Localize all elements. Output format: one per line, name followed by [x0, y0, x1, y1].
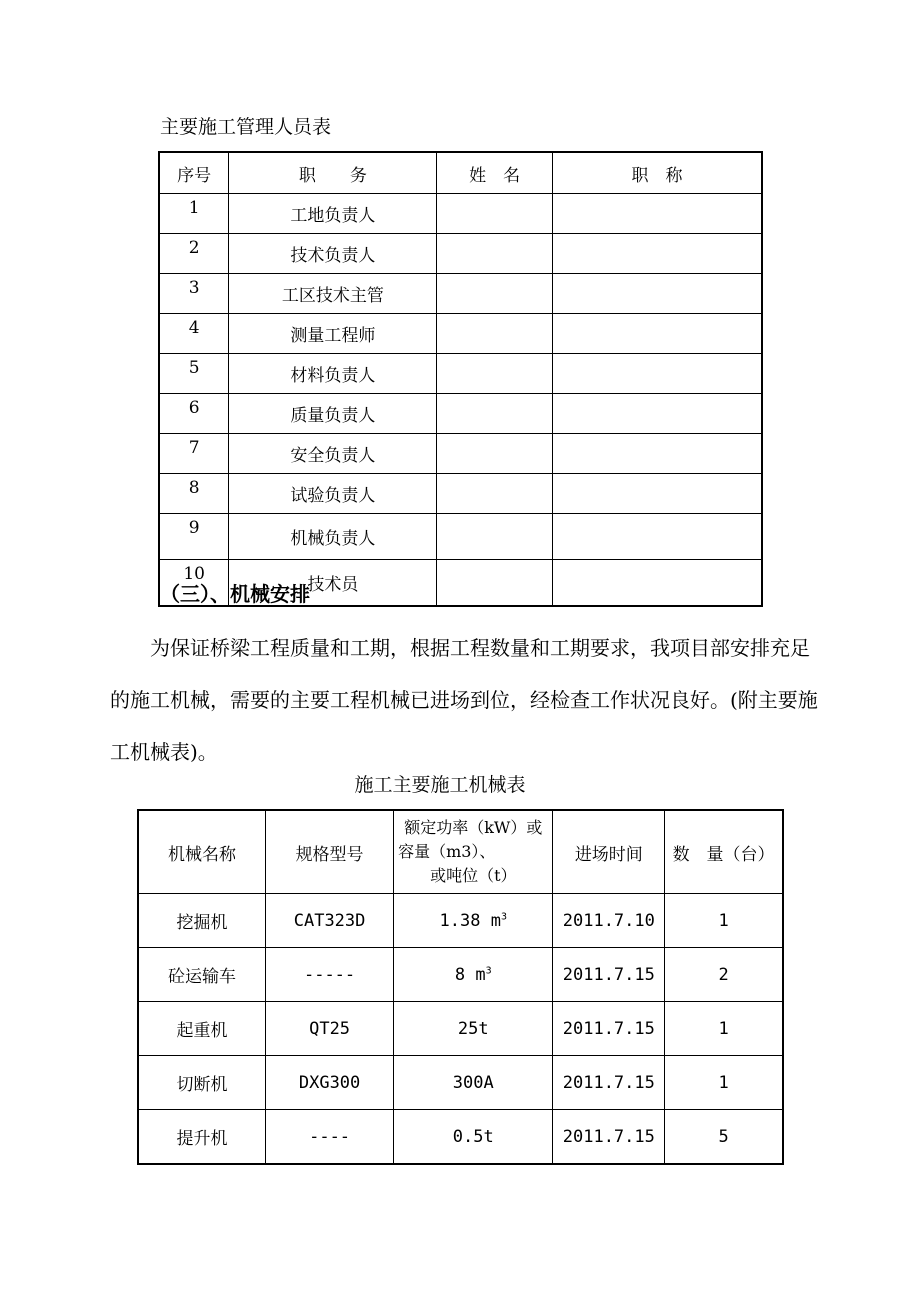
staff-table — [158, 151, 763, 607]
cell-name — [437, 514, 553, 560]
cell-title — [552, 234, 762, 274]
header-capacity-line3: 或吨位（t） — [430, 866, 517, 885]
header-capacity-line1: 额定功率（kW）或 — [404, 818, 543, 837]
cell-seq: 9 — [159, 514, 229, 560]
cell-title — [552, 474, 762, 514]
cell-model: ---- — [266, 1110, 394, 1165]
cell-seq: 1 — [159, 194, 229, 234]
cell-position: 安全负责人 — [229, 434, 437, 474]
cell-machine-name: 提升机 — [138, 1110, 266, 1165]
table-row — [159, 514, 762, 560]
cell-seq: 7 — [159, 434, 229, 474]
capacity-value: 25t — [457, 1018, 489, 1039]
cell-machine-name: 挖掘机 — [138, 894, 266, 948]
capacity-value: 300A — [452, 1072, 494, 1093]
cell-position: 工区技术主管 — [229, 274, 437, 314]
cell-position: 技术负责人 — [229, 234, 437, 274]
table-row — [138, 1002, 783, 1056]
capacity-value: 0.5t — [452, 1126, 494, 1147]
header-name: 姓 名 — [437, 152, 553, 194]
table-row — [159, 314, 762, 354]
section-paragraph — [110, 622, 820, 778]
cell-title — [552, 394, 762, 434]
cell-position: 质量负责人 — [229, 394, 437, 434]
cell-model: DXG300 — [266, 1056, 394, 1110]
cell-entry-date: 2011.7.15 — [553, 948, 665, 1002]
cell-position: 材料负责人 — [229, 354, 437, 394]
cell-seq: 3 — [159, 274, 229, 314]
capacity-value: 8 m — [454, 964, 486, 985]
header-capacity-line2: 容量（m3）、 — [398, 842, 496, 861]
cell-machine-name: 切断机 — [138, 1056, 266, 1110]
table-row — [159, 474, 762, 514]
table-row — [159, 274, 762, 314]
cell-seq: 8 — [159, 474, 229, 514]
cell-name — [437, 434, 553, 474]
cell-capacity — [394, 948, 553, 1002]
cell-model: QT25 — [266, 1002, 394, 1056]
cell-name — [437, 234, 553, 274]
table-row — [159, 434, 762, 474]
table-row — [159, 234, 762, 274]
cell-name — [437, 474, 553, 514]
cell-position: 机械负责人 — [229, 514, 437, 560]
cell-position: 工地负责人 — [229, 194, 437, 234]
capacity-superscript: 3 — [485, 964, 492, 976]
cell-capacity — [394, 894, 553, 948]
header-capacity — [394, 810, 553, 894]
cell-capacity — [394, 1002, 553, 1056]
cell-name — [437, 194, 553, 234]
header-title: 职 称 — [552, 152, 762, 194]
paragraph-text: 为保证桥梁工程质量和工期，根据工程数量和工期要求，我项目部安排充足的施工机械，需要的主要工程机械已进场到位，经检查工作状况良好。(附主要施工机械表)。 — [110, 636, 818, 764]
cell-capacity — [394, 1110, 553, 1165]
cell-capacity — [394, 1056, 553, 1110]
header-entry-date: 进场时间 — [553, 810, 665, 894]
table-header-row — [159, 152, 762, 194]
cell-seq: 6 — [159, 394, 229, 434]
cell-title — [552, 514, 762, 560]
machine-table-title: 施工主要施工机械表 — [354, 774, 526, 796]
table-row — [159, 194, 762, 234]
cell-name — [437, 354, 553, 394]
cell-count: 2 — [665, 948, 783, 1002]
cell-title — [552, 560, 762, 607]
cell-machine-name: 砼运输车 — [138, 948, 266, 1002]
section-heading: （三）、机械安排 — [160, 582, 310, 606]
table-row — [138, 948, 783, 1002]
header-model: 规格型号 — [266, 810, 394, 894]
cell-count: 5 — [665, 1110, 783, 1165]
cell-position: 技术员 — [229, 560, 437, 607]
cell-entry-date: 2011.7.15 — [553, 1002, 665, 1056]
cell-title — [552, 194, 762, 234]
cell-seq: 5 — [159, 354, 229, 394]
table-row — [138, 1056, 783, 1110]
cell-title — [552, 274, 762, 314]
cell-entry-date: 2011.7.15 — [553, 1110, 665, 1165]
staff-table-title: 主要施工管理人员表 — [160, 116, 332, 138]
capacity-value: 1.38 m — [439, 910, 501, 931]
cell-name — [437, 274, 553, 314]
cell-name — [437, 314, 553, 354]
cell-name — [437, 560, 553, 607]
header-machine-name: 机械名称 — [138, 810, 266, 894]
cell-seq: 4 — [159, 314, 229, 354]
header-seq: 序号 — [159, 152, 229, 194]
cell-seq: 2 — [159, 234, 229, 274]
capacity-superscript: 3 — [500, 910, 507, 922]
cell-title — [552, 314, 762, 354]
cell-title — [552, 354, 762, 394]
cell-entry-date: 2011.7.10 — [553, 894, 665, 948]
machine-table — [137, 809, 784, 1165]
table-row — [159, 354, 762, 394]
table-row — [138, 894, 783, 948]
cell-seq: 10 — [159, 560, 229, 607]
cell-name — [437, 394, 553, 434]
cell-count: 1 — [665, 894, 783, 948]
cell-model: ----- — [266, 948, 394, 1002]
cell-count: 1 — [665, 1056, 783, 1110]
header-position: 职 务 — [229, 152, 437, 194]
cell-model: CAT323D — [266, 894, 394, 948]
cell-position: 试验负责人 — [229, 474, 437, 514]
table-header-row — [138, 810, 783, 894]
table-row — [138, 1110, 783, 1165]
table-row — [159, 394, 762, 434]
header-count: 数 量（台） — [665, 810, 783, 894]
cell-entry-date: 2011.7.15 — [553, 1056, 665, 1110]
cell-machine-name: 起重机 — [138, 1002, 266, 1056]
cell-position: 测量工程师 — [229, 314, 437, 354]
cell-count: 1 — [665, 1002, 783, 1056]
cell-title — [552, 434, 762, 474]
